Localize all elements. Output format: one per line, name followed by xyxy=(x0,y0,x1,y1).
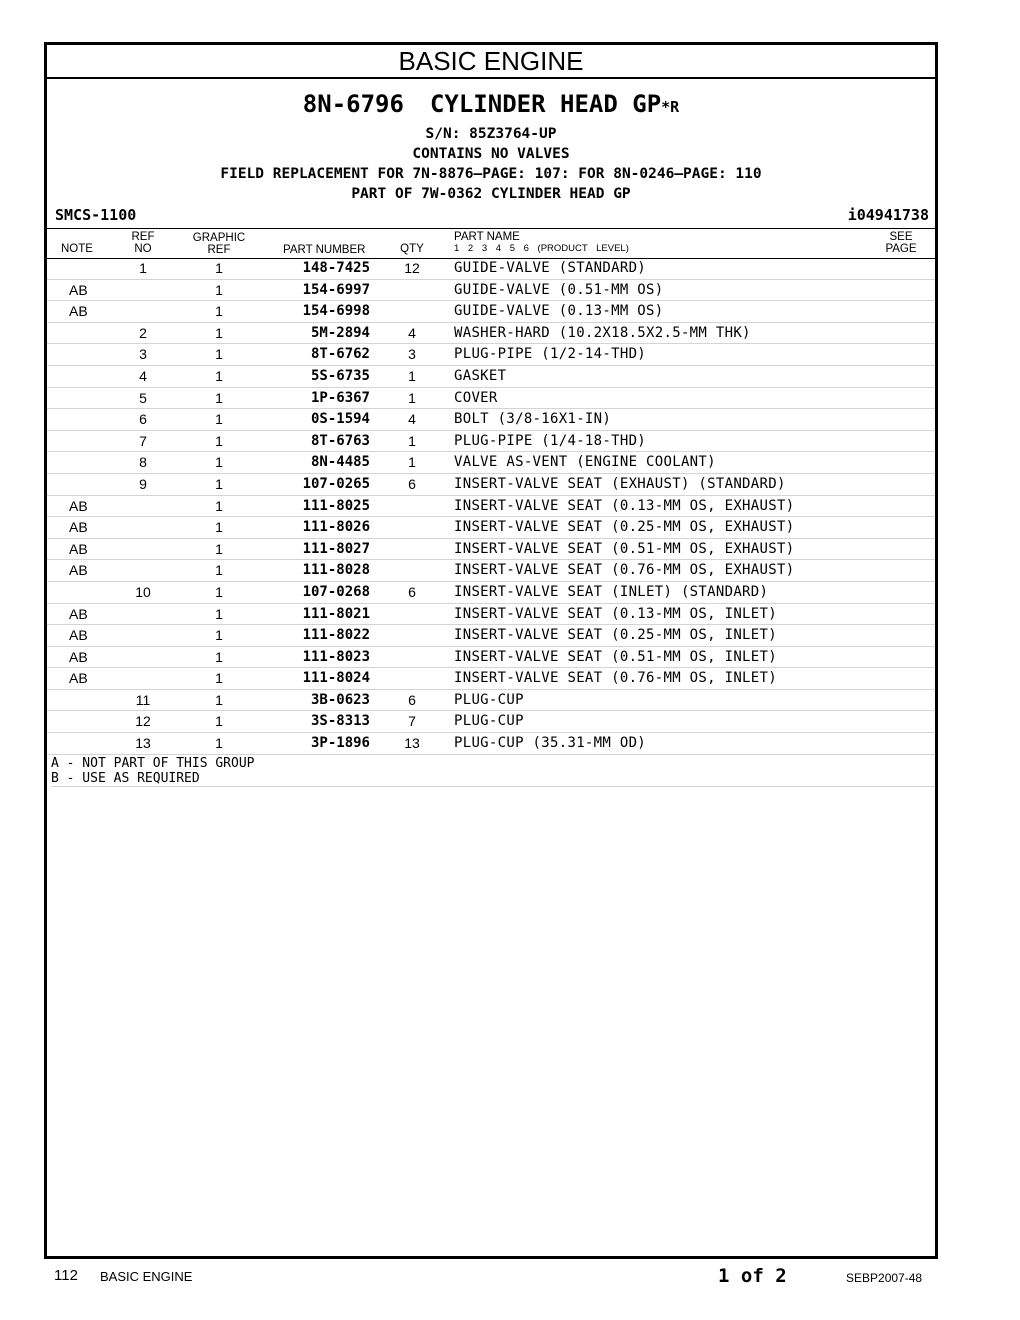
col-graphic-header-bottom: REF xyxy=(207,244,231,256)
table-row xyxy=(47,431,935,453)
row-part-number: 154-6998 xyxy=(302,303,370,320)
row-graphic-ref: 1 xyxy=(215,260,223,276)
row-part-name: INSERT-VALVE SEAT (0.51-MM OS, EXHAUST) xyxy=(454,540,795,557)
row-note: AB xyxy=(69,648,88,665)
row-graphic-ref: 1 xyxy=(215,432,223,449)
row-part-number: 5S-6735 xyxy=(310,367,370,384)
col-see-page-header-top: SEE xyxy=(889,231,913,243)
row-note: AB xyxy=(69,562,88,579)
table-row xyxy=(47,452,935,474)
row-part-number: 1P-6367 xyxy=(310,389,370,406)
row-graphic-ref: 1 xyxy=(215,540,223,557)
row-note: AB xyxy=(69,540,88,557)
row-part-name: INSERT-VALVE SEAT (0.76-MM OS, INLET) xyxy=(454,670,777,687)
row-graphic-ref: 1 xyxy=(215,367,223,384)
row-note: AB xyxy=(69,303,88,320)
row-part-number: 0S-1594 xyxy=(310,411,370,428)
row-ref-no: 4 xyxy=(139,367,147,384)
table-row xyxy=(47,496,935,518)
serial-number: S/N: 85Z3764-UP xyxy=(425,126,557,142)
row-qty: 4 xyxy=(408,411,416,428)
note-b: B - USE AS REQUIRED xyxy=(51,771,200,786)
table-row xyxy=(47,258,935,280)
row-note: AB xyxy=(69,627,88,644)
row-ref-no: 11 xyxy=(135,691,151,708)
row-ref-no: 5 xyxy=(139,389,147,406)
footer-sheet: 1 of 2 xyxy=(718,1265,787,1287)
row-graphic-ref: 1 xyxy=(215,562,223,579)
row-ref-no: 8 xyxy=(139,454,147,471)
table-row xyxy=(47,711,935,733)
table-row xyxy=(47,733,935,755)
row-part-number: 111-8023 xyxy=(302,648,370,665)
header-line-contains: CONTAINS NO VALVES xyxy=(412,146,570,162)
row-qty: 6 xyxy=(408,583,416,600)
row-graphic-ref: 1 xyxy=(215,648,223,665)
table-row xyxy=(47,280,935,302)
column-header-row xyxy=(47,228,935,259)
row-graphic-ref: 1 xyxy=(215,735,223,752)
footer-section: BASIC ENGINE xyxy=(100,1269,193,1284)
row-part-name: INSERT-VALVE SEAT (0.25-MM OS, EXHAUST) xyxy=(454,519,795,536)
row-graphic-ref: 1 xyxy=(215,670,223,687)
footer-page-number: 112 xyxy=(54,1267,78,1284)
row-part-name: VALVE AS-VENT (ENGINE COOLANT) xyxy=(454,454,716,471)
table-row xyxy=(47,517,935,539)
smcs-code: SMCS-1100 xyxy=(55,206,137,224)
row-part-number: 111-8022 xyxy=(302,627,370,644)
row-graphic-ref: 1 xyxy=(215,454,223,471)
row-part-number: 3B-0623 xyxy=(310,691,370,708)
row-part-name: PLUG-CUP (35.31-MM OD) xyxy=(454,735,647,752)
illustration-id: i04941738 xyxy=(847,206,929,224)
row-graphic-ref: 1 xyxy=(215,324,223,341)
row-graphic-ref: 1 xyxy=(215,411,223,428)
section-title: BASIC ENGINE xyxy=(47,45,935,79)
group-number: 8N-6796 xyxy=(302,90,404,118)
row-ref-no: 9 xyxy=(139,475,147,492)
table-row xyxy=(47,323,935,345)
row-ref-no: 12 xyxy=(135,713,151,730)
row-ref-no: 6 xyxy=(139,411,147,428)
row-part-name: PLUG-PIPE (1/4-18-THD) xyxy=(454,432,647,449)
table-row xyxy=(47,582,935,604)
row-qty: 6 xyxy=(408,691,416,708)
row-graphic-ref: 1 xyxy=(215,475,223,492)
table-row xyxy=(47,560,935,582)
group-title xyxy=(47,87,935,124)
parts-table xyxy=(47,258,935,755)
row-part-number: 111-8026 xyxy=(302,519,370,536)
note-a: A - NOT PART OF THIS GROUP xyxy=(51,756,255,771)
row-ref-no: 7 xyxy=(139,432,147,449)
row-graphic-ref: 1 xyxy=(215,519,223,536)
row-note: AB xyxy=(69,605,88,622)
table-row xyxy=(47,301,935,323)
col-part-name-header: PART NAME xyxy=(454,231,520,243)
table-row xyxy=(47,625,935,647)
row-part-name: INSERT-VALVE SEAT (0.13-MM OS, EXHAUST) xyxy=(454,497,795,514)
row-graphic-ref: 1 xyxy=(215,583,223,600)
row-part-name: GUIDE-VALVE (0.13-MM OS) xyxy=(454,303,664,320)
row-part-name: WASHER-HARD (10.2X18.5X2.5-MM THK) xyxy=(454,324,751,341)
row-qty: 13 xyxy=(404,735,420,752)
row-part-number: 8T-6762 xyxy=(310,346,370,363)
row-part-number: 111-8021 xyxy=(302,605,370,622)
row-ref-no: 3 xyxy=(139,346,147,363)
row-part-number: 107-0268 xyxy=(302,583,370,600)
group-suffix: *R xyxy=(661,98,680,116)
col-qty-header: QTY xyxy=(400,243,424,255)
row-part-name: INSERT-VALVE SEAT (INLET) (STANDARD) xyxy=(454,583,769,600)
row-part-number: 111-8024 xyxy=(302,670,370,687)
table-row xyxy=(47,344,935,366)
row-ref-no: 10 xyxy=(135,583,151,600)
row-ref-no: 13 xyxy=(135,735,151,752)
notes-block xyxy=(51,756,935,787)
row-part-number: 111-8028 xyxy=(302,562,370,579)
row-part-name: COVER xyxy=(454,389,498,406)
row-part-name: GUIDE-VALVE (STANDARD) xyxy=(454,260,647,276)
row-graphic-ref: 1 xyxy=(215,389,223,406)
row-note: AB xyxy=(69,281,88,298)
row-part-number: 111-8027 xyxy=(302,540,370,557)
row-graphic-ref: 1 xyxy=(215,605,223,622)
header-line-replacement: FIELD REPLACEMENT FOR 7N-8876—PAGE: 107: FOR 8N-0246—PAGE: 110 xyxy=(220,166,762,182)
row-part-name: GUIDE-VALVE (0.51-MM OS) xyxy=(454,281,664,298)
row-part-name: INSERT-VALVE SEAT (0.76-MM OS, EXHAUST) xyxy=(454,562,795,579)
row-note: AB xyxy=(69,497,88,514)
row-graphic-ref: 1 xyxy=(215,713,223,730)
row-part-name: INSERT-VALVE SEAT (EXHAUST) (STANDARD) xyxy=(454,475,786,492)
row-part-number: 148-7425 xyxy=(302,260,370,276)
row-note: AB xyxy=(69,519,88,536)
row-part-number: 107-0265 xyxy=(302,475,370,492)
row-part-name: PLUG-PIPE (1/2-14-THD) xyxy=(454,346,647,363)
page-footer xyxy=(0,1262,1020,1292)
row-part-name: INSERT-VALVE SEAT (0.51-MM OS, INLET) xyxy=(454,648,777,665)
row-part-number: 8T-6763 xyxy=(310,432,370,449)
row-part-number: 8N-4485 xyxy=(310,454,370,471)
row-graphic-ref: 1 xyxy=(215,281,223,298)
col-part-number-header: PART NUMBER xyxy=(283,244,366,256)
row-graphic-ref: 1 xyxy=(215,497,223,514)
row-part-name: PLUG-CUP xyxy=(454,691,524,708)
group-name: CYLINDER HEAD GP xyxy=(429,90,662,118)
table-row xyxy=(47,474,935,496)
row-graphic-ref: 1 xyxy=(215,691,223,708)
row-qty: 7 xyxy=(408,713,416,730)
row-note: AB xyxy=(69,670,88,687)
row-qty: 6 xyxy=(408,475,416,492)
row-graphic-ref: 1 xyxy=(215,346,223,363)
table-row xyxy=(47,604,935,626)
row-ref-no: 1 xyxy=(139,260,147,276)
page-frame xyxy=(44,42,938,1259)
row-part-name: PLUG-CUP xyxy=(454,713,524,730)
table-row xyxy=(47,690,935,712)
row-qty: 3 xyxy=(408,346,416,363)
table-row xyxy=(47,647,935,669)
row-part-number: 3P-1896 xyxy=(310,735,370,752)
row-part-number: 154-6997 xyxy=(302,281,370,298)
row-ref-no: 2 xyxy=(139,324,147,341)
table-row xyxy=(47,366,935,388)
row-qty: 1 xyxy=(408,432,416,449)
row-part-name: BOLT (3/8-16X1-IN) xyxy=(454,411,612,428)
row-qty: 1 xyxy=(408,454,416,471)
table-row xyxy=(47,388,935,410)
row-graphic-ref: 1 xyxy=(215,627,223,644)
row-part-name: INSERT-VALVE SEAT (0.25-MM OS, INLET) xyxy=(454,627,777,644)
row-part-number: 3S-8313 xyxy=(310,713,370,730)
row-graphic-ref: 1 xyxy=(215,303,223,320)
row-part-name: INSERT-VALVE SEAT (0.13-MM OS, INLET) xyxy=(454,605,777,622)
row-qty: 4 xyxy=(408,324,416,341)
col-see-page-header-bottom: PAGE xyxy=(885,243,917,255)
row-qty: 1 xyxy=(408,389,416,406)
header-line-part-of: PART OF 7W-0362 CYLINDER HEAD GP xyxy=(351,186,631,202)
col-note-header: NOTE xyxy=(61,243,93,255)
row-qty: 12 xyxy=(404,260,420,276)
row-part-number: 5M-2894 xyxy=(310,324,370,341)
table-row xyxy=(47,409,935,431)
col-product-level-header: 1 2 3 4 5 6 (PRODUCT LEVEL) xyxy=(454,243,629,254)
row-part-number: 111-8025 xyxy=(302,497,370,514)
table-row xyxy=(47,668,935,690)
row-qty: 1 xyxy=(408,367,416,384)
group-header xyxy=(47,79,935,204)
row-part-name: GASKET xyxy=(454,367,507,384)
col-ref-header-top: REF xyxy=(131,231,155,243)
table-row xyxy=(47,539,935,561)
col-graphic-header-top: GRAPHIC xyxy=(192,232,246,244)
col-ref-header-bottom: NO xyxy=(134,243,152,255)
footer-doc-id: SEBP2007-48 xyxy=(846,1271,923,1285)
